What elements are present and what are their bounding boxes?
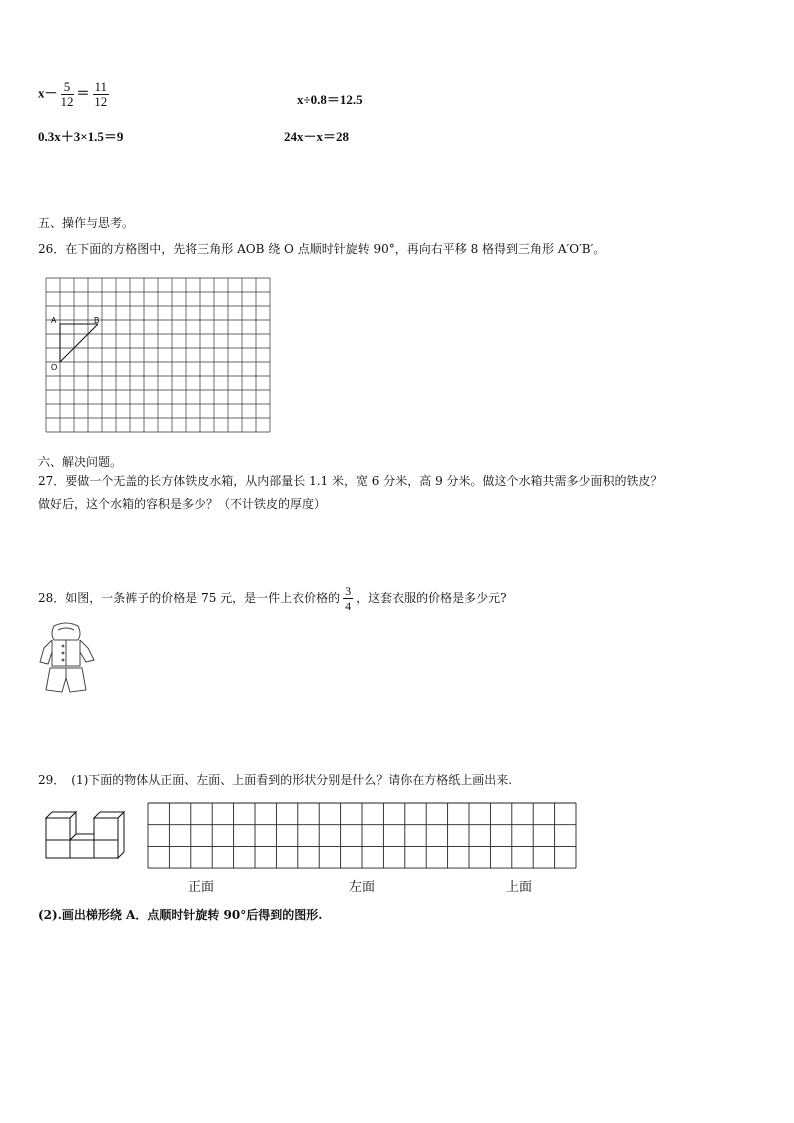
front-view-label: 正面 [188,879,215,894]
equation-3: 0.3x＋3×1.5＝9 [38,129,124,144]
question-28-text-end: ，这套衣服的价格是多少元? [356,591,507,605]
equation-2: x÷0.8＝12.5 [297,92,363,107]
triangle-aob [60,324,98,362]
views-grid [148,803,578,869]
equation-1 [38,80,112,109]
question-26: 26．在下面的方格图中，先将三角形 AOB 绕 O 点顺时针旋转 90°，再向右平移 8 格得到三角形 A′O′B′。 [38,242,606,256]
top-view-label: 上面 [506,879,533,894]
section-6-title: 六、解决问题。 [38,455,123,469]
question-29-line-1: 29． (1)下面的物体从正面、左面、上面看到的形状分别是什么？请你在方格纸上画出来. [38,773,513,787]
question-29-line-2: (2).画出梯形绕 A．点顺时针旋转 90°后得到的图形. [38,908,323,922]
equation-4: 24x－x＝28 [284,129,350,144]
point-o-label: O [51,363,58,372]
equation-1-prefix: x－ [38,85,58,101]
question-27-line-1: 27．要做一个无盖的长方体铁皮水箱，从内部量长 1.1 米，宽 6 分米，高 9 分米。做这个水箱共需多少面积的铁皮？ [38,474,663,488]
cube-figure [44,808,128,860]
question-28 [38,584,507,613]
question-27-line-2: 做好后，这个水箱的容积是多少？（不计铁皮的厚度） [38,497,327,511]
fraction-5-12: $\frac{5}{12}$ [60,79,74,109]
fraction-3-4: $\frac{3}{4}$ [345,584,352,613]
point-b-label: B [94,316,100,325]
rotation-grid [46,278,270,432]
left-view-label: 左面 [349,879,376,894]
point-a-label: A [51,316,57,325]
section-5-title: 五、操作与思考。 [38,216,135,230]
fraction-11-12: $\frac{11}{12}$ [94,79,108,109]
question-28-text: 28．如图，一条裤子的价格是 75 元，是一件上衣价格的 [38,591,341,605]
equation-1-equals: ＝ [76,85,90,101]
clothing-illustration [36,622,98,694]
